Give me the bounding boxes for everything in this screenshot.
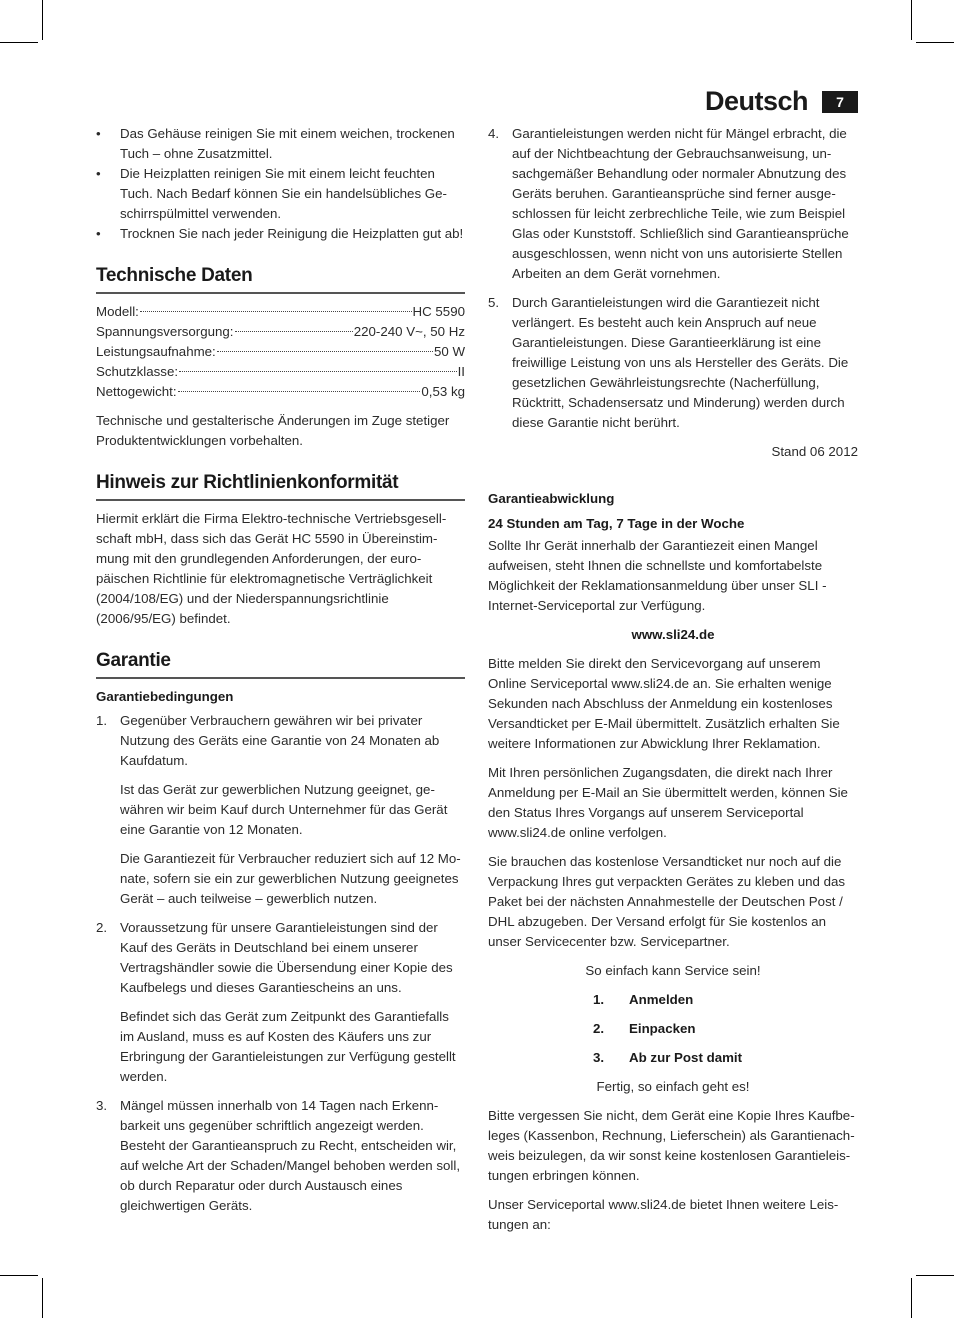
- right-column: [488, 124, 858, 1244]
- spec-row: [96, 382, 465, 402]
- step-number: 1.: [593, 992, 605, 1007]
- step-item: [593, 1019, 753, 1039]
- spec-value: 220-240 V~, 50 Hz: [353, 324, 465, 339]
- clause-number: 2.: [96, 920, 108, 935]
- spec-value: 50 W: [433, 344, 465, 359]
- spec-label: Leistungsaufnahme:: [96, 344, 216, 359]
- dot-leader: [178, 391, 421, 392]
- clause-number: 1.: [96, 713, 108, 728]
- clause-text: Gegenüber Verbrauchern gewähren wir bei privater Nutzung des Geräts eine Garantie von 24 Monaten ab Kaufdatum.: [120, 713, 440, 768]
- clause-text: Befindet sich das Gerät zum Zeitpunkt des Garantiefalls im Ausland, muss es auf Kosten des Käufers uns zur Erbringung der Garantieleistungen zur Verfügung gestellt werden.: [120, 1009, 456, 1084]
- paragraph: Unser Serviceportal www.sli24.de bietet Ihnen weitere Leistungen an:: [488, 1197, 839, 1232]
- cleaning-list: [96, 124, 465, 244]
- paragraph: Sollte Ihr Gerät innerhalb der Garantiezeit einen Mangel aufweisen, steht Ihnen die schnellste und komfortabelste Möglichkeit der Reklamationsanmeldung über unser SLI - Internet-Serviceportal zur Verfügung.: [488, 538, 827, 613]
- garantie-clauses-continued: [488, 124, 858, 433]
- clause-item: [96, 1096, 465, 1216]
- dot-leader: [140, 311, 412, 312]
- clause-text: Voraussetzung für unsere Garantieleistungen sind der Kauf des Geräts in Deutschland bei einem unserer Vertragshändler sowie die Übersendung einer Kopie des Kaufbelegs und dieses Garantiescheins an uns.: [120, 920, 453, 995]
- clause-item: [488, 124, 858, 284]
- spec-label: Nettogewicht:: [96, 384, 177, 399]
- list-item: • Das Gehäuse reinigen Sie mit einem weichen, trockenen Tuch – ohne Zusatzmittel.: [96, 124, 465, 164]
- spec-label: Schutzklasse:: [96, 364, 179, 379]
- spec-row: [96, 362, 465, 382]
- spec-table: [96, 302, 465, 402]
- paragraph: Bitte vergessen Sie nicht, dem Gerät eine Kopie Ihres Kaufbeleges (Kassenbon, Rechnung, Lieferschein) als Garantienachweis beizulegen, da wir sonst keine kostenlosen Garantieleistungen erbringen können.: [488, 1108, 855, 1183]
- clause-text: Durch Garantieleistungen wird die Garantiezeit nicht verlängert. Es besteht auch kein Anspruch auf neue Garantieleistungen. Diese Garantieerklärung ist eine freiwillige Leistung von uns als Hersteller des Geräts. Die gesetzlichen Gewährleistungsrechte (Nacherfüllung, Rücktritt, Schadensersatz und Minderung) werden durch diese Garantie nicht berührt.: [512, 295, 849, 430]
- spec-value: II: [457, 364, 465, 379]
- spec-value: HC 5590: [412, 304, 465, 319]
- section-title-garantie: Garantie: [96, 651, 465, 679]
- step-number: 3.: [593, 1050, 605, 1065]
- page-header: [705, 86, 858, 117]
- clause-item: [96, 918, 465, 1087]
- step-label: Einpacken: [629, 1021, 696, 1036]
- stand-date: Stand 06 2012: [771, 444, 858, 459]
- left-column: [96, 124, 465, 1225]
- crop-mark: [42, 1278, 43, 1318]
- dot-leader: [235, 331, 353, 332]
- step-number: 2.: [593, 1021, 605, 1036]
- spec-row: [96, 302, 465, 322]
- crop-mark: [0, 1275, 38, 1276]
- crop-mark: [916, 1275, 954, 1276]
- easy-service-line: So einfach kann Service sein!: [585, 963, 761, 978]
- hours-title: 24 Stunden am Tag, 7 Tage in der Woche: [488, 516, 745, 531]
- service-steps: [593, 990, 753, 1068]
- clause-number: 4.: [488, 126, 500, 141]
- crop-mark: [916, 42, 954, 43]
- dot-leader: [179, 371, 457, 372]
- step-label: Ab zur Post damit: [629, 1050, 743, 1065]
- language-title: Deutsch: [704, 86, 808, 116]
- clause-text: Mängel müssen innerhalb von 14 Tagen nach Erkennbarkeit uns gegenüber schriftlich angezeigt werden. Besteht der Garantieanspruch zu Recht, entscheiden wir, auf welche Art der Schaden/Mangel behoben werden soll, ob durch Reparatur oder durch Austausch eines gleichwertigen Geräts.: [120, 1098, 461, 1213]
- crop-mark: [911, 1278, 912, 1318]
- clause-text: Garantieleistungen werden nicht für Mängel erbracht, die auf der Nichtbeachtung der Gebrauchsanweisung, unsachgemäßer Behandlung oder normaler Abnutzung des Geräts beruhen. Garantieansprüche sind ferner ausgeschlossen für leicht zerbrechliche Teile, wie zum Beispiel Glas oder Kunststoff. Schließlich sind Garantieansprüche ausgeschlossen, wenn nicht von uns autorisierte Stellen Arbeiten an dem Gerät vornehmen.: [512, 126, 849, 281]
- portal-link[interactable]: www.sli24.de: [631, 627, 715, 642]
- paragraph: Bitte melden Sie direkt den Servicevorgang auf unserem Online Serviceportal www.sli24.de an. Sie erhalten wenige Sekunden nach Abschluss der Anmeldung ein kostenloses Versandticket per E-Mail übermittelt. Zusätzlich erhalten Sie weitere Informationen zur Abwicklung Ihrer Reklamation.: [488, 656, 840, 751]
- spec-row: [96, 322, 465, 342]
- clause-item: [96, 711, 465, 909]
- spec-value: 0,53 kg: [421, 384, 465, 399]
- spec-row: [96, 342, 465, 362]
- list-item: • Trocknen Sie nach jeder Reinigung die Heizplatten gut ab!: [96, 224, 465, 244]
- paragraph: Mit Ihren persönlichen Zugangsdaten, die direkt nach Ihrer Anmeldung per E-Mail an Sie übermittelt werden, können Sie den Status Ihres Vorgangs auf unserem Serviceportal www.sli24.de online verfolgen.: [488, 765, 848, 840]
- clause-text: Ist das Gerät zur gewerblichen Nutzung geeignet, gewähren wir beim Kauf durch Unternehmer für das Gerät eine Garantie von 12 Monaten.: [120, 782, 448, 837]
- done-line: Fertig, so einfach geht es!: [596, 1079, 750, 1094]
- clause-number: 3.: [96, 1098, 108, 1113]
- garantie-subtitle: Garantiebedingungen: [96, 689, 234, 704]
- paragraph: Sie brauchen das kostenlose Versandticket nur noch auf die Verpackung Ihres gut verpackten Gerätes zu kleben und das Paket bei der nächsten Annahmestelle der Deutschen Post / DHL abzugeben. Der Versand erfolgt für Sie kostenlos an unser Servicecenter bzw. Servicepartner.: [488, 854, 846, 949]
- step-item: [593, 990, 753, 1010]
- list-item: • Die Heizplatten reinigen Sie mit einem leicht feuchten Tuch. Nach Bedarf können Sie ein handelsübliches Geschirrspülmittel verwenden.: [96, 164, 465, 224]
- spec-label: Spannungsversorgung:: [96, 324, 234, 339]
- tech-note: Technische und gestalterische Änderungen im Zuge stetiger Produktentwicklungen vorbehalten.: [96, 413, 450, 448]
- clause-item: [488, 293, 858, 433]
- dot-leader: [217, 351, 433, 352]
- step-item: [593, 1048, 753, 1068]
- crop-mark: [42, 0, 43, 40]
- crop-mark: [911, 0, 912, 40]
- section-title-tech: Technische Daten: [96, 266, 465, 294]
- clause-text: Die Garantiezeit für Verbraucher reduziert sich auf 12 Monate, sofern sie ein zur gewerblichen Nutzung geeignetes Gerät – auch teilweise – gewerblich nutzen.: [120, 851, 461, 906]
- conformity-text: Hiermit erklärt die Firma Elektro-technische Vertriebsgesellschaft mbH, dass sich das Gerät HC 5590 in Übereinstimmung mit den grundlegenden Anforderungen, der europäischen Richtlinie für elektromagnetische Verträglichkeit (2004/108/EG) und der Niederspannungsrichtlinie (2006/95/EG) befindet.: [96, 511, 447, 626]
- step-label: Anmelden: [629, 992, 694, 1007]
- clause-number: 5.: [488, 295, 500, 310]
- spec-label: Modell:: [96, 304, 139, 319]
- section-title-conformity: Hinweis zur Richtlinienkonformität: [96, 473, 465, 501]
- page-number: 7: [822, 91, 858, 113]
- abwicklung-title: Garantieabwicklung: [488, 491, 615, 506]
- crop-mark: [0, 42, 38, 43]
- garantie-clauses: [96, 711, 465, 1216]
